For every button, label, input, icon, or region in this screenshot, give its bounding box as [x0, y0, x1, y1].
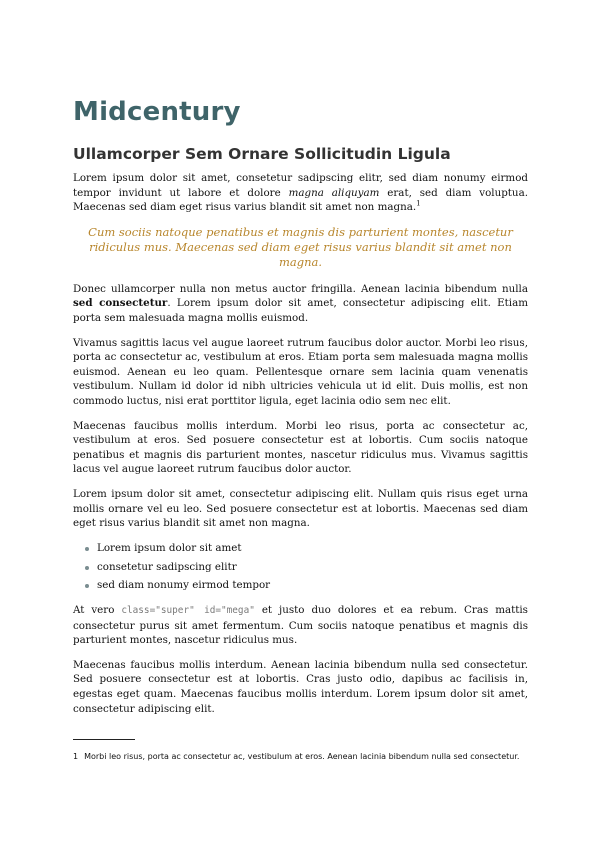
list-item: Lorem ipsum dolor sit amet: [97, 541, 528, 556]
list-item: consetetur sadipscing elitr: [97, 560, 528, 575]
footnote-divider: [73, 739, 135, 740]
footnote-text: Morbi leo risus, porta ac consectetur ac, vestibulum at eros. Aenean lacinia bibendum nulla sed consectetur.: [84, 752, 520, 761]
paragraph-2-text-a: Donec ullamcorper nulla non metus auctor fringilla. Aenean lacinia bibendum nulla: [73, 282, 528, 295]
paragraph-6: [73, 603, 528, 648]
document-subtitle: Ullamcorper Sem Ornare Sollicitudin Ligula: [73, 145, 451, 163]
footnote: [73, 751, 528, 762]
paragraph-6-text-b: et justo duo dolores et ea rebum. Cras mattis consectetur purus sit amet fermentum. Cum sociis natoque penatibus et magnis dis parturient montes, nascetur ridiculus mus.: [73, 604, 528, 647]
paragraph-2: [73, 282, 528, 326]
paragraph-1-text-a: Lorem ipsum dolor sit amet, consetetur sadipscing elitr, sed diam nonumy eirmod tempor invidunt ut labore et dolore: [73, 172, 528, 199]
footnote-number: 1: [73, 752, 79, 761]
pull-quote: Cum sociis natoque penatibus et magnis dis parturient montes, nascetur ridiculus mus. Maecenas sed diam eget risus varius blandit sit amet non magna.: [88, 224, 513, 269]
paragraph-5: Lorem ipsum dolor sit amet, consectetur adipiscing elit. Nullam quis risus eget urna mollis ornare vel eu leo. Sed posuere consectetur est at lobortis. Maecenas sed diam eget risus varius blandit sit amet non magna.: [73, 487, 528, 530]
paragraph-1-text-b: erat, sed diam voluptua. Maecenas sed diam eget risus varius blandit sit amet non magna.: [73, 186, 528, 214]
paragraph-7: Maecenas faucibus mollis interdum. Aenean lacinia bibendum nulla sed consectetur. Sed posuere consectetur est at lobortis. Cras justo odio, dapibus ac facilisis in, egestas eget quam. Maecenas faucibus mollis interdum. Lorem ipsum dolor sit amet, consectetur adipiscing elit.: [73, 658, 528, 715]
document-body: [73, 171, 528, 726]
strong-text: sed consectetur: [73, 297, 168, 310]
emphasis-text: magna aliquyam: [288, 186, 380, 199]
inline-code: class="super" id="mega": [121, 605, 255, 617]
list-item: sed diam nonumy eirmod tempor: [97, 578, 528, 593]
paragraph-4: Maecenas faucibus mollis interdum. Morbi leo risus, porta ac consectetur ac, vestibulum at eros. Sed posuere consectetur est at lobortis. Cum sociis natoque penatibus et magnis dis parturient montes, nascetur ridiculus mus. Vivamus sagittis lacus vel augue laoreet rutrum faucibus dolor auctor.: [73, 419, 528, 476]
paragraph-6-text-a: At vero: [73, 604, 122, 617]
bullet-list: [73, 541, 528, 593]
document-title: Midcentury: [73, 97, 241, 127]
paragraph-3: Vivamus sagittis lacus vel augue laoreet rutrum faucibus dolor auctor. Morbi leo risus, porta ac consectetur ac, vestibulum at eros. Etiam porta sem malesuada magna mollis euismod. Aenean eu leo quam. Pellentesque ornare sem lacinia quam venenatis vestibulum. Nullam id dolor id nibh ultricies vehicula ut id elit. Duis mollis, est non commodo luctus, nisi erat porttitor ligula, eget lacinia odio sem nec elit.: [73, 336, 528, 407]
footnote-reference[interactable]: 1: [416, 199, 421, 208]
paragraph-2-text-b: . Lorem ipsum dolor sit amet, consectetur adipiscing elit. Etiam porta sem malesuada magna mollis euismod.: [73, 297, 528, 324]
paragraph-1: [73, 171, 528, 215]
